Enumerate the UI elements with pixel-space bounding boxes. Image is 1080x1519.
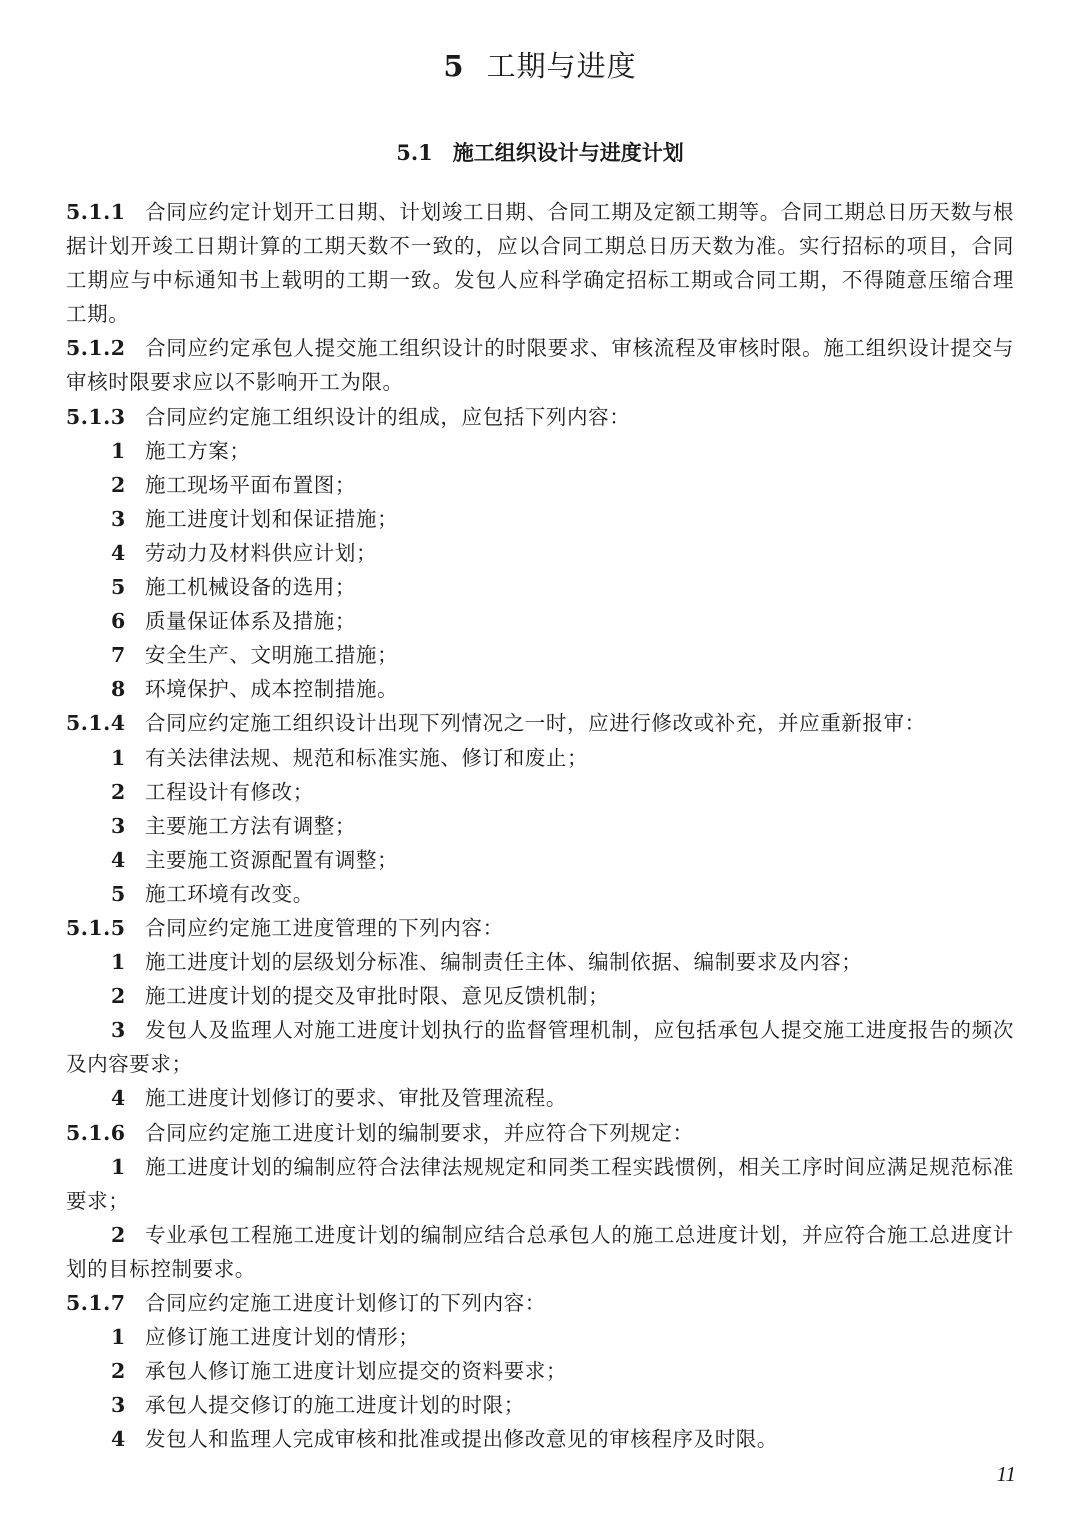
list-item-number: 4 bbox=[111, 847, 126, 872]
clause bbox=[66, 195, 1014, 331]
list-item-text: 劳动力及材料供应计划； bbox=[145, 540, 378, 565]
list-item bbox=[66, 570, 1014, 604]
clause bbox=[66, 1116, 1014, 1150]
list-item-number: 2 bbox=[111, 1222, 126, 1247]
list-item-number: 6 bbox=[111, 609, 126, 634]
list-item bbox=[66, 877, 1014, 911]
list-item-text: 专业承包工程施工进度计划的编制应结合总承包人的施工总进度计划，并应符合施工总进度计划的目标控制要求。 bbox=[66, 1222, 1014, 1281]
clause-text: 合同应约定施工进度管理的下列内容： bbox=[145, 915, 504, 940]
list-item-text: 施工进度计划和保证措施； bbox=[145, 506, 399, 531]
list-item-number: 1 bbox=[111, 438, 126, 463]
list-item bbox=[66, 434, 1014, 468]
list-item-number: 7 bbox=[111, 643, 126, 668]
chapter-title bbox=[0, 44, 1080, 88]
list-item-text: 施工现场平面布置图； bbox=[145, 472, 356, 497]
list-item-number: 4 bbox=[111, 1427, 126, 1452]
clause-number: 5.1.2 bbox=[66, 336, 126, 361]
clause bbox=[66, 400, 1014, 434]
clause bbox=[66, 1286, 1014, 1320]
list-item bbox=[66, 1013, 1014, 1081]
list-item-text: 主要施工方法有调整； bbox=[145, 813, 356, 838]
list-item-text: 承包人提交修订的施工进度计划的时限； bbox=[145, 1393, 525, 1418]
list-item-number: 2 bbox=[111, 1359, 126, 1384]
section-title-text: 施工组织设计与进度计划 bbox=[452, 140, 684, 165]
clause-text: 合同应约定施工进度计划修订的下列内容： bbox=[145, 1291, 546, 1315]
section-title bbox=[0, 137, 1080, 169]
list-item-text: 施工进度计划的提交及审批时限、意见反馈机制； bbox=[145, 984, 610, 1009]
list-item bbox=[66, 1218, 1014, 1286]
list-item bbox=[66, 945, 1014, 979]
clause bbox=[66, 706, 1014, 740]
list-item bbox=[66, 536, 1014, 570]
clause-text: 合同应约定施工进度计划的编制要求，并应符合下列规定： bbox=[145, 1120, 694, 1145]
clause-number: 5.1.4 bbox=[66, 711, 126, 736]
list-item-number: 8 bbox=[111, 677, 126, 702]
list-item-text: 有关法律法规、规范和标准实施、修订和废止； bbox=[145, 745, 589, 770]
section-number: 5.1 bbox=[396, 140, 433, 165]
list-item-text: 施工环境有改变。 bbox=[145, 881, 314, 906]
list-item bbox=[66, 604, 1014, 638]
page-number: 11 bbox=[996, 1462, 1016, 1486]
list-item bbox=[66, 741, 1014, 775]
list-item bbox=[66, 775, 1014, 809]
list-item-text: 质量保证体系及措施； bbox=[145, 609, 356, 634]
clause-text: 合同应约定计划开工日期、计划竣工日期、合同工期及定额工期等。合同工期总日历天数与根据计划开竣工日期计算的工期天数不一致的，应以合同工期总日历天数为准。实行招标的项目，合同工期应与中标通知书上载明的工期一致。发包人应科学确定招标工期或合同工期，不得随意压缩合理工期。 bbox=[66, 200, 1014, 327]
list-item-text: 施工进度计划修订的要求、审批及管理流程。 bbox=[145, 1086, 567, 1111]
list-item-number: 1 bbox=[111, 1325, 126, 1350]
list-item-number: 4 bbox=[111, 1086, 126, 1111]
list-item bbox=[66, 638, 1014, 672]
clause-number: 5.1.1 bbox=[66, 200, 126, 224]
list-item-text: 发包人及监理人对施工进度计划执行的监督管理机制，应包括承包人提交施工进度报告的频次及内容要求； bbox=[66, 1018, 1014, 1077]
list-item-number: 3 bbox=[111, 506, 126, 531]
list-item-number: 1 bbox=[111, 950, 126, 975]
clause-text: 合同应约定施工组织设计出现下列情况之一时，应进行修改或补充，并应重新报审： bbox=[145, 711, 926, 736]
list-item-number: 2 bbox=[111, 472, 126, 497]
list-item bbox=[66, 1081, 1014, 1115]
list-item bbox=[66, 1422, 1014, 1456]
list-item-text: 应修订施工进度计划的情形； bbox=[145, 1325, 420, 1350]
list-item-text: 施工机械设备的选用； bbox=[145, 575, 356, 600]
list-item bbox=[66, 502, 1014, 536]
clause-number: 5.1.7 bbox=[66, 1291, 126, 1315]
list-item-number: 5 bbox=[111, 881, 126, 906]
clause-text: 合同应约定施工组织设计的组成，应包括下列内容： bbox=[145, 404, 631, 429]
list-item-number: 4 bbox=[111, 540, 126, 565]
list-item-number: 3 bbox=[111, 813, 126, 838]
list-item-text: 施工进度计划的编制应符合法律法规规定和同类工程实践惯例，相关工序时间应满足规范标准要求； bbox=[66, 1154, 1014, 1213]
list-item-number: 2 bbox=[111, 779, 126, 804]
clause-number: 5.1.3 bbox=[66, 404, 126, 429]
clause bbox=[66, 911, 1014, 945]
list-item bbox=[66, 843, 1014, 877]
list-item bbox=[66, 1320, 1014, 1354]
clause-number: 5.1.5 bbox=[66, 915, 126, 940]
list-item-text: 安全生产、文明施工措施； bbox=[145, 643, 399, 668]
clause-number: 5.1.6 bbox=[66, 1120, 126, 1145]
list-item bbox=[66, 1388, 1014, 1422]
section-body bbox=[66, 195, 1014, 1456]
list-item-text: 工程设计有修改； bbox=[145, 779, 314, 804]
chapter-title-text: 工期与进度 bbox=[486, 49, 637, 83]
clause-text: 合同应约定承包人提交施工组织设计的时限要求、审核流程及审核时限。施工组织设计提交与审核时限要求应以不影响开工为限。 bbox=[66, 336, 1014, 395]
list-item-number: 5 bbox=[111, 575, 126, 600]
list-item bbox=[66, 1354, 1014, 1388]
list-item-number: 2 bbox=[111, 984, 126, 1009]
list-item-number: 3 bbox=[111, 1018, 126, 1043]
list-item-number: 1 bbox=[111, 1154, 126, 1179]
list-item-text: 主要施工资源配置有调整； bbox=[145, 847, 399, 872]
list-item-text: 施工方案； bbox=[145, 438, 251, 463]
list-item-text: 施工进度计划的层级划分标准、编制责任主体、编制依据、编制要求及内容； bbox=[145, 950, 863, 975]
list-item-number: 1 bbox=[111, 745, 126, 770]
list-item bbox=[66, 468, 1014, 502]
clause bbox=[66, 331, 1014, 399]
list-item bbox=[66, 809, 1014, 843]
list-item bbox=[66, 672, 1014, 706]
chapter-number: 5 bbox=[443, 49, 465, 83]
list-item-text: 发包人和监理人完成审核和批准或提出修改意见的审核程序及时限。 bbox=[145, 1427, 778, 1452]
list-item-number: 3 bbox=[111, 1393, 126, 1418]
list-item-text: 承包人修订施工进度计划应提交的资料要求； bbox=[145, 1359, 567, 1384]
list-item-text: 环境保护、成本控制措施。 bbox=[145, 677, 399, 702]
list-item bbox=[66, 979, 1014, 1013]
list-item bbox=[66, 1150, 1014, 1218]
